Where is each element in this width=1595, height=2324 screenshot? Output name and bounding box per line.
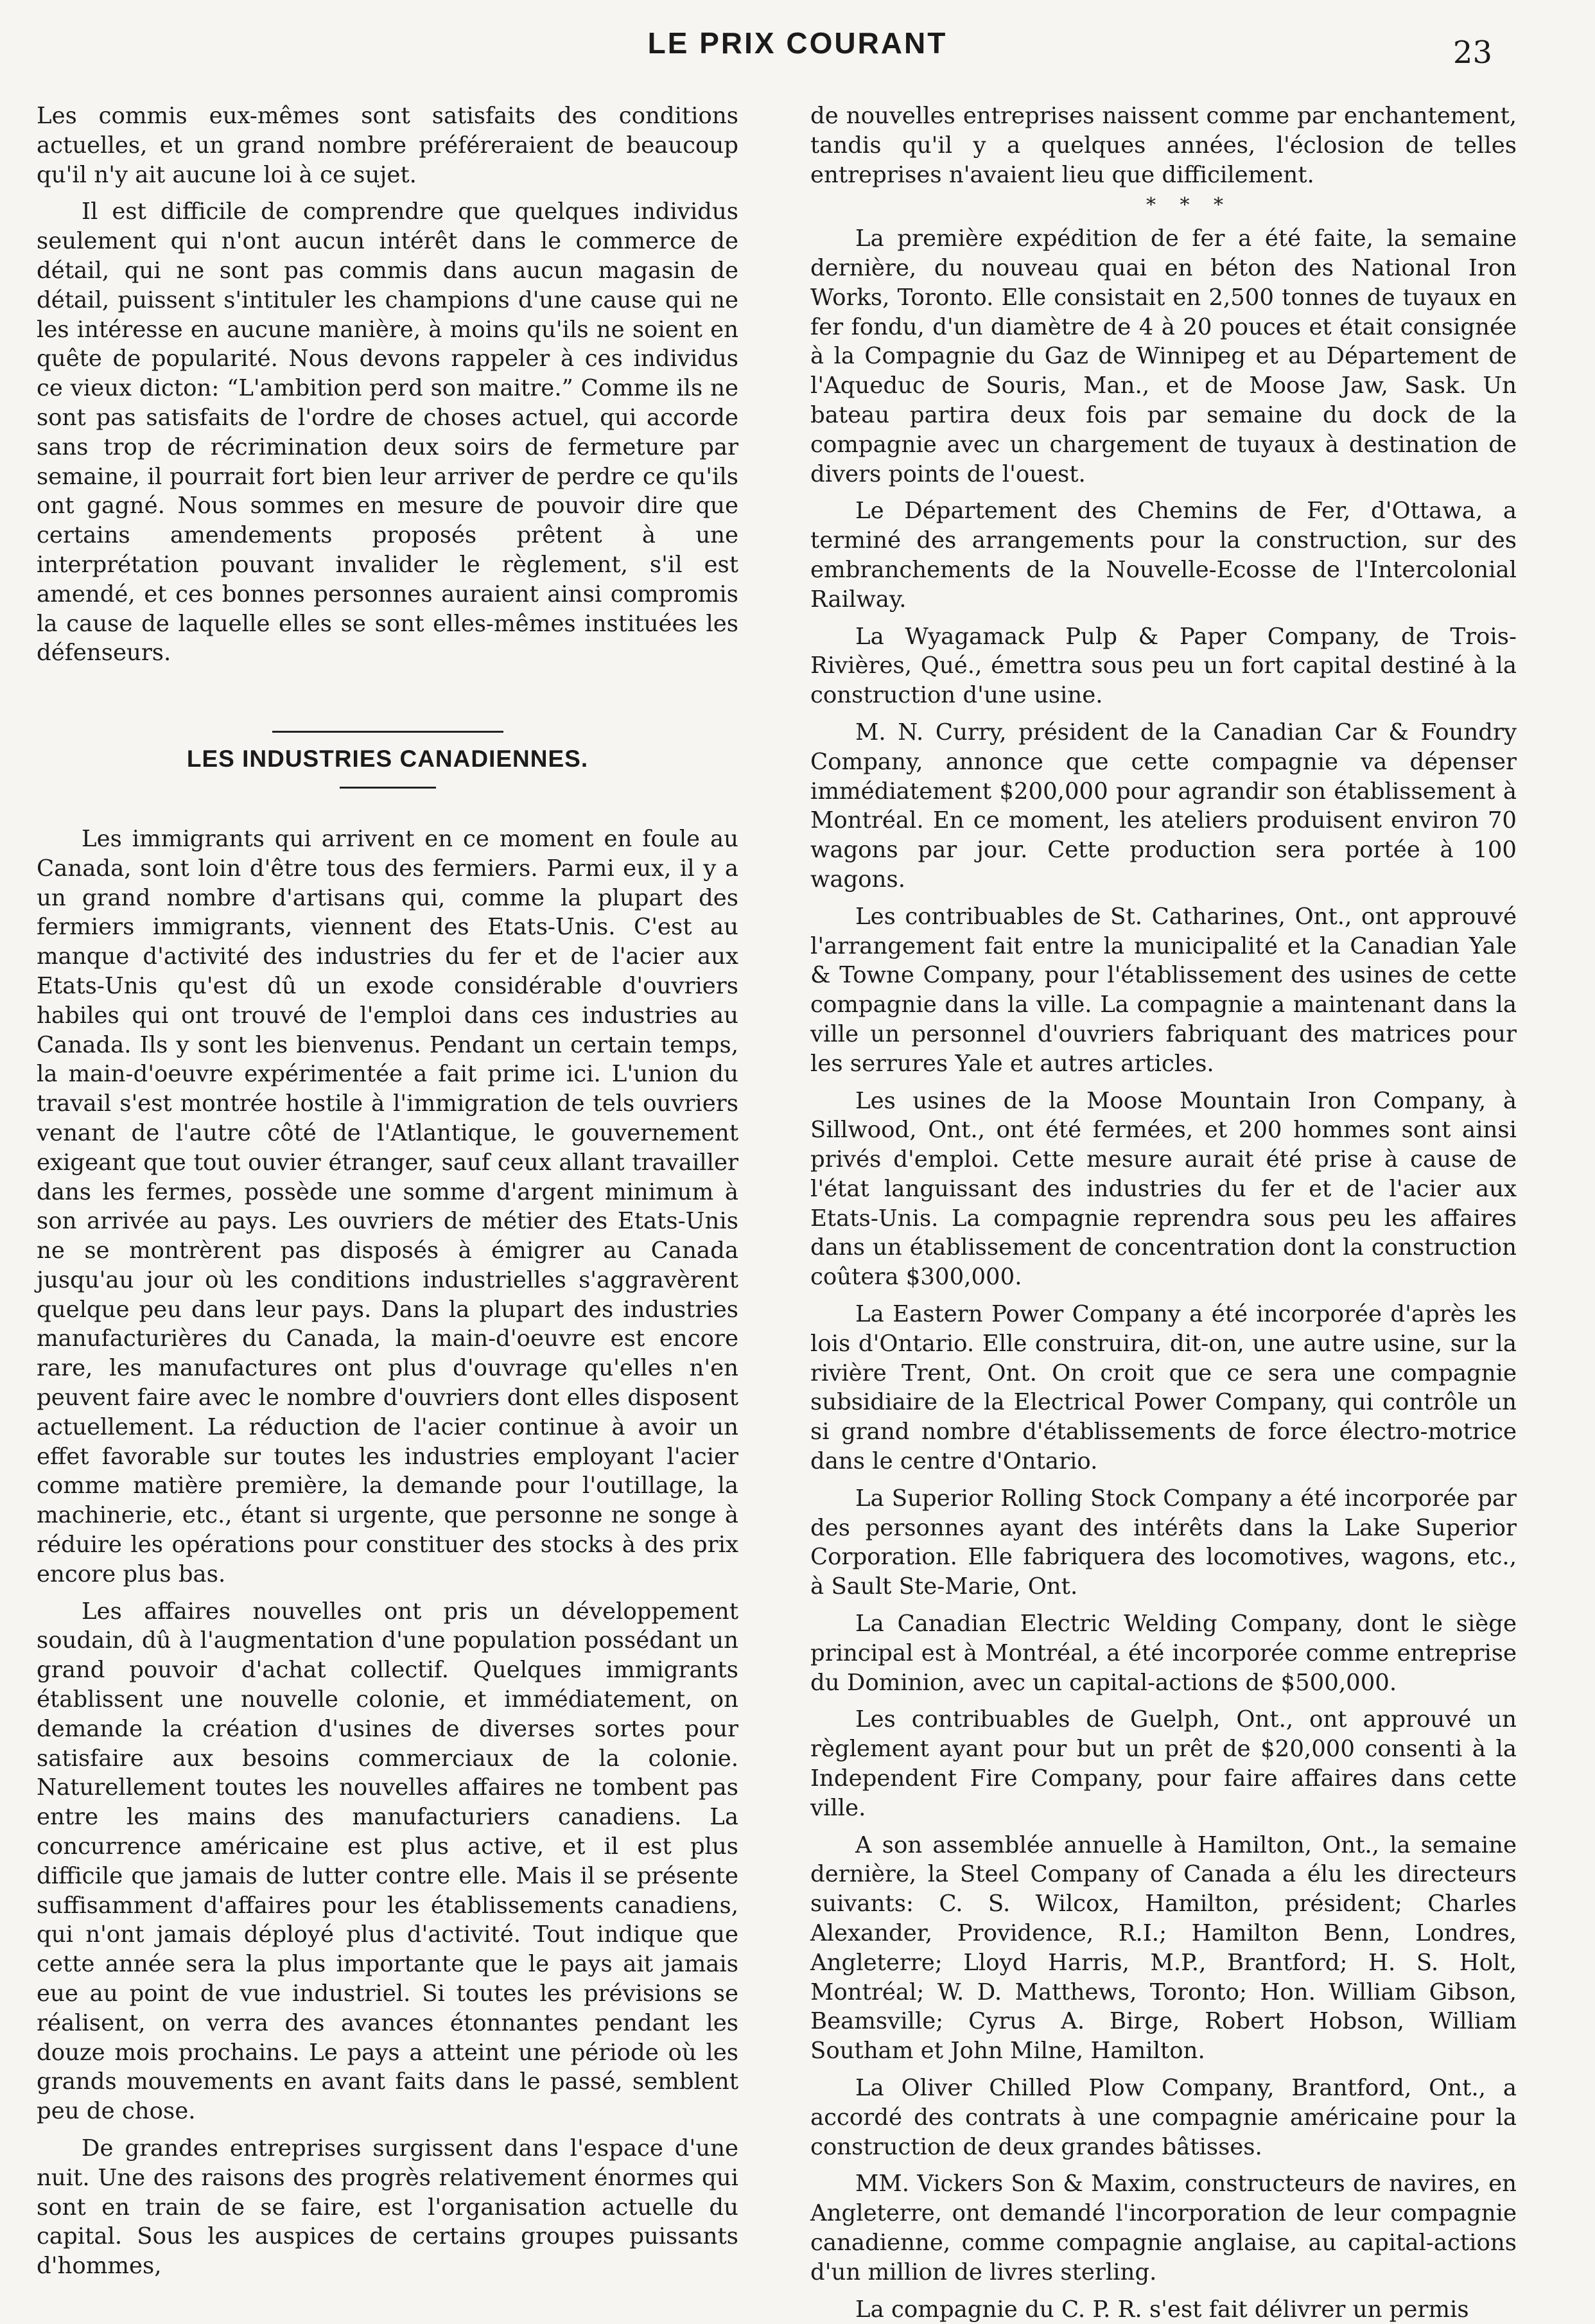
- divider: [340, 787, 436, 789]
- paragraph: Les contribuables de Guelph, Ont., ont approuvé un règlement ayant pour but un prêt de $20,000 consenti à la Independent Fire Company, pour faire affaires dans cette ville.: [810, 1706, 1517, 1821]
- paragraph: M. N. Curry, président de la Canadian Car & Foundry Company, annonce que cette compagnie va dépenser immédiatement $200,000 pour agrandir son établissement à Montréal. En ce moment, les ateliers produisent environ 70 wagons par jour. Cette production sera portée à 100 wagons.: [810, 719, 1517, 893]
- paragraph: La Superior Rolling Stock Company a été incorporée par des personnes ayant des intérêts dans la Lake Superior Corporation. Elle fabriquera des locomotives, wagons, etc., à Sault Ste-Marie, Ont.: [810, 1485, 1517, 1600]
- paragraph: La Wyagamack Pulp & Paper Company, de Trois-Rivières, Qué., émettra sous peu un fort capital destiné à la construction d'une usine.: [810, 623, 1517, 709]
- section-title: LES INDUSTRIES CANADIENNES.: [186, 746, 589, 773]
- divider: [272, 731, 503, 733]
- paragraph: La première expédition de fer a été faite, la semaine dernière, du nouveau quai en béton des National Iron Works, Toronto. Elle consistait en 2,500 tonnes de tuyaux en fer fondu, d'un diamètre de 4 à 20 pouces et était consignée à la Compagnie du Gaz de Winnipeg et au Département de l'Aqueduc de Souris, Man., et de Moose Jaw, Sask. Un bateau partira deux fois par semaine du dock de la compagnie avec un chargement de tuyaux à destination de divers points de l'ouest.: [810, 225, 1517, 487]
- paragraph: A son assemblée annuelle à Hamilton, Ont., la semaine dernière, la Steel Company of Canada a élu les directeurs suivants: C. S. Wilcox, Hamilton, président; Charles Alexander, Providence, R.I.; Hamilton Benn, Londres, Angleterre; Lloyd Harris, M.P., Brantford; H. S. Holt, Montréal; W. D. Matthews, Toronto; Hon. William Gibson, Beamsville; Cyrus A. Birge, Robert Hobson, William Southam et John Milne, Hamilton.: [810, 1831, 1517, 2065]
- paragraph: Les contribuables de St. Catharines, Ont., ont approuvé l'arrangement fait entre la municipalité et la Canadian Yale & Towne Company, pour l'établissement des usines de cette compagnie dans la ville. La compagnie a maintenant dans la ville un personnel d'ouvriers fabriquant des matrices pour les serrures Yale et autres articles.: [810, 903, 1517, 1077]
- paragraph: Les commis eux-mêmes sont satisfaits des conditions actuelles, et un grand nombre préféreraient de beaucoup qu'il n'y ait aucune loi à ce sujet.: [37, 103, 738, 188]
- paragraph: de nouvelles entreprises naissent comme par enchantement, tandis qu'il y a quelques années, l'éclosion de telles entreprises n'avaient lieu que difficilement.: [810, 103, 1517, 188]
- paragraph: La Canadian Electric Welding Company, dont le siège principal est à Montréal, a été incorporée comme entreprise du Dominion, avec un capital-actions de $500,000.: [810, 1611, 1517, 1696]
- paragraph: La Oliver Chilled Plow Company, Brantford, Ont., a accordé des contrats à une compagnie américaine pour la construction de deux grandes bâtisses.: [810, 2075, 1517, 2160]
- journal-title: LE PRIX COURANT: [647, 26, 948, 60]
- page-header: [0, 26, 1595, 77]
- paragraph: Les affaires nouvelles ont pris un développement soudain, dû à l'augmentation d'une population possédant un grand pouvoir d'achat collectif. Quelques immigrants établissent une nouvelle colonie, et immédiatement, on demande la création d'usines de diverses sortes pour satisfaire aux besoins commerciaux de la colonie. Naturellement toutes les nouvelles affaires ne tombent pas entre les mains des manufacturiers canadiens. La concurrence américaine est plus active, et il est plus difficile que jamais de lutter contre elle. Mais il se présente suffisamment d'affaires pour les établissements canadiens, qui n'ont jamais déployé plus d'activité. Tout indique que cette année sera la plus importante que le pays ait jamais eue au point de vue industriel. Si toutes les prévisions se réalisent, on verra des avances étonnantes pendant les douze mois prochains. Le pays a atteint une période où les grands mouvements en avant faits dans le passé, semblent peu de chose.: [37, 1598, 738, 2125]
- paragraph: Les usines de la Moose Mountain Iron Company, à Sillwood, Ont., ont été fermées, et 200 hommes sont ainsi privés d'emploi. Cette mesure aurait été prise à cause de l'état languissant des industries du fer et de l'acier aux Etats-Unis. La compagnie reprendra sous peu les affaires dans un établissement de concentration dont la construction coûtera $300,000.: [810, 1087, 1517, 1291]
- paragraph: Il est difficile de comprendre que quelques individus seulement qui n'ont aucun intérêt dans le commerce de détail, qui ne sont pas commis dans aucun magasin de détail, puissent s'intituler les champions d'une cause qui ne les intéresse en aucune manière, à moins qu'ils ne soient en quête de popularité. Nous devons rappeler à ces individus ce vieux dicton: “L'ambition perd son maitre.” Comme ils ne sont pas satisfaits de l'ordre de choses actuel, qui accorde sans trop de récrimination deux soirs de fermeture par semaine, il pourrait fort bien leur arriver de perdre ce qu'ils ont gagné. Nous sommes en mesure de pouvoir dire que certains amendements proposés prêtent à une interprétation pouvant invalider le règlement, s'il est amendé, et ces bonnes personnes auraient ainsi compromis la cause de laquelle elles se sont elles-mêmes instituées les défenseurs.: [37, 198, 738, 667]
- left-column: [37, 101, 738, 2281]
- right-column: [810, 101, 1517, 2324]
- paragraph: Le Département des Chemins de Fer, d'Ottawa, a terminé des arrangements pour la construction, sur des embranchements de la Nouvelle-Ecosse de l'Intercolonial Railway.: [810, 498, 1517, 613]
- paragraph: La Eastern Power Company a été incorporée d'après les lois d'Ontario. Elle construira, dit-on, une autre usine, sur la rivière Trent, Ont. On croit que ce sera une compagnie subsidiaire de la Electrical Power Company, qui contrôle un si grand nombre d'établissements de force électro-motrice dans le centre d'Ontario.: [810, 1301, 1517, 1475]
- paragraph: Les immigrants qui arrivent en ce moment en foule au Canada, sont loin d'être tous des fermiers. Parmi eux, il y a un grand nombre d'artisans qui, comme la plupart des fermiers immigrants, viennent des Etats-Unis. C'est au manque d'activité des industries du fer et de l'acier aux Etats-Unis qu'est dû un exode considérable d'ouvriers habiles qui ont trouvé de l'emploi dans ces industries au Canada. Ils y sont les bienvenus. Pendant un certain temps, la main-d'oeuvre expérimentée a fait prime ici. L'union du travail s'est montrée hostile à l'immigration de tels ouvriers venant de l'autre côté de l'Atlantique, le gouvernement exigeant que tout ouvier étranger, sauf ceux allant travailler dans les fermes, possède une somme d'argent minimum à son arrivée au pays. Les ouvriers de métier des Etats-Unis ne se montrèrent pas disposés à émigrer au Canada jusqu'au jour où les conditions industrielles s'aggravèrent quelque peu dans leur pays. Dans la plupart des industries manufacturières du Canada, la main-d'oeuvre est encore rare, les manufactures ont plus d'ouvrage qu'elles n'en peuvent faire avec le nombre d'ouvriers dont elles disposent actuellement. La réduction de l'acier continue à avoir un effet favorable sur toutes les industries employant l'acier comme matière première, la demande pour l'outillage, la machinerie, etc., étant si urgente, que personne ne songe à réduire les opérations pour constituer des stocks à des prix encore plus bas.: [37, 825, 738, 1587]
- paragraph: MM. Vickers Son & Maxim, constructeurs de navires, en Angleterre, ont demandé l'incorporation de leur compagnie canadienne, comme compagnie anglaise, au capital-actions d'un million de livres sterling.: [810, 2171, 1517, 2285]
- page-number: 23: [1452, 35, 1492, 71]
- paragraph: La compagnie du C. P. R. s'est fait délivrer un permis: [855, 2296, 1469, 2323]
- section-separator: * * *: [1146, 194, 1233, 217]
- paragraph: De grandes entreprises surgissent dans l'espace d'une nuit. Une des raisons des progrès relativement énormes qui sont en train de se faire, est l'organisation actuelle du capital. Sous les auspices de certains groupes puissants d'hommes,: [37, 2135, 738, 2280]
